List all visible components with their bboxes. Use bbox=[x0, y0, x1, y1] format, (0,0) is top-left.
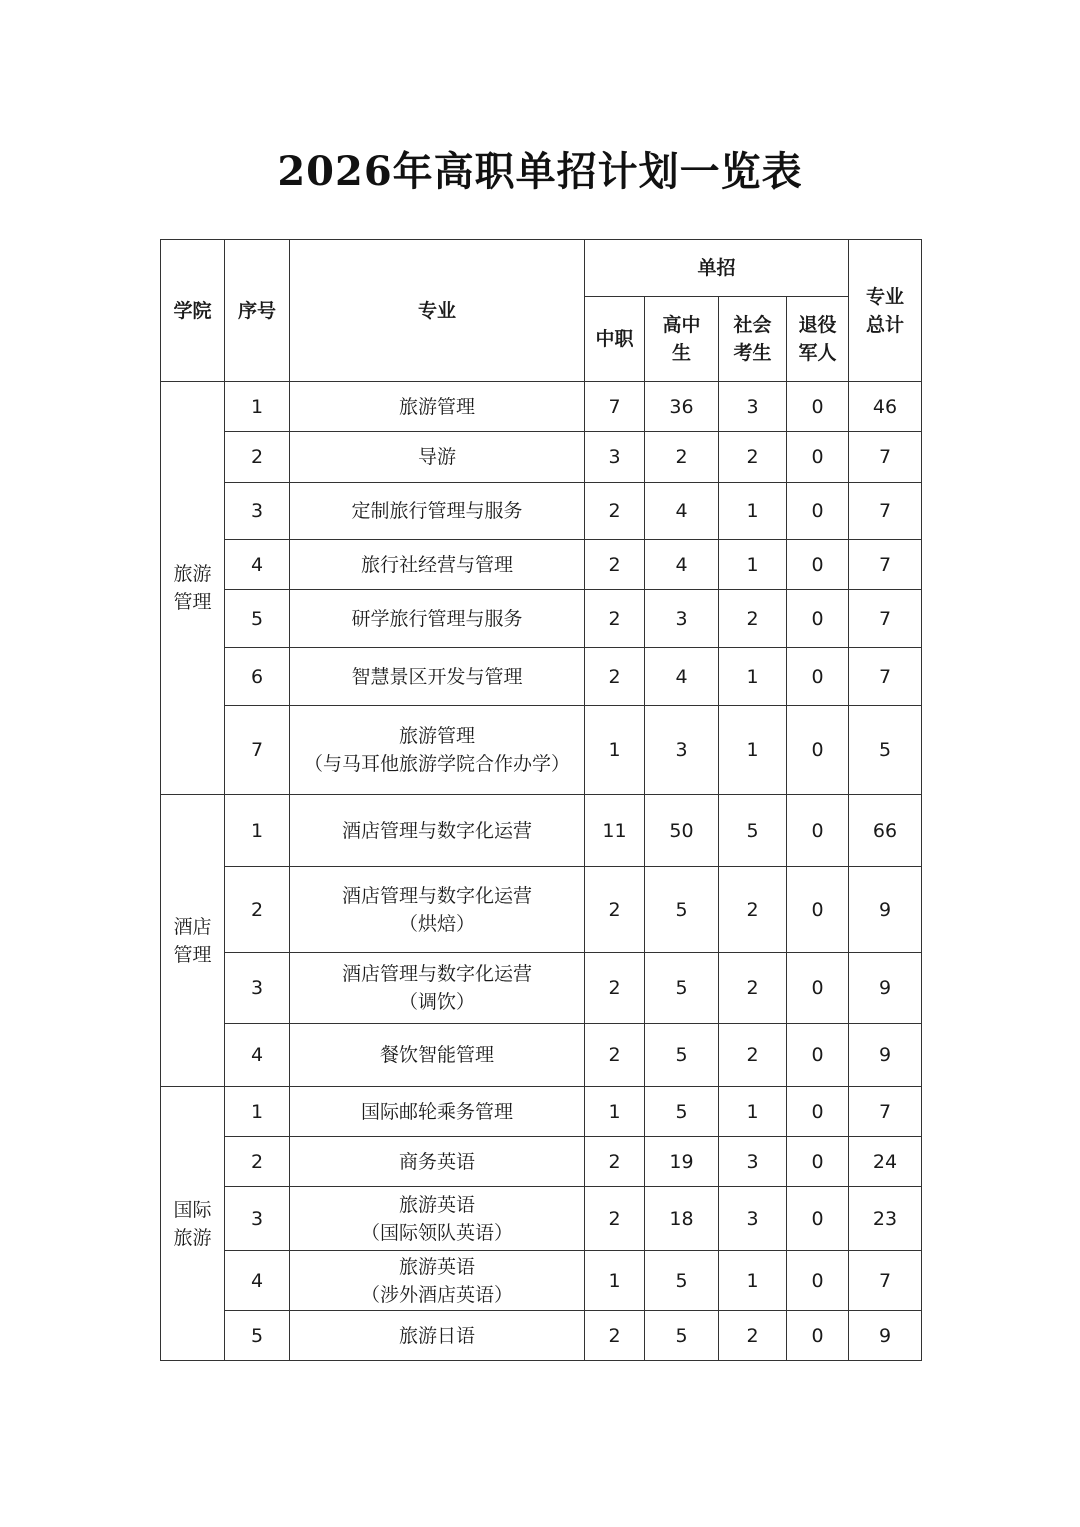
major-cell: 定制旅行管理与服务 bbox=[290, 483, 585, 540]
table-body bbox=[161, 382, 922, 1361]
major-cell: 餐饮智能管理 bbox=[290, 1024, 585, 1087]
total-cell: 9 bbox=[849, 867, 922, 953]
table-row bbox=[161, 1087, 922, 1137]
tuiyi-cell: 0 bbox=[787, 540, 849, 590]
major-cell: 国际邮轮乘务管理 bbox=[290, 1087, 585, 1137]
major-cell: 智慧景区开发与管理 bbox=[290, 648, 585, 706]
major-cell: 商务英语 bbox=[290, 1137, 585, 1187]
gaozhong-cell: 18 bbox=[645, 1187, 719, 1251]
major-cell: 酒店管理与数字化运营 （烘焙） bbox=[290, 867, 585, 953]
total-cell: 9 bbox=[849, 1311, 922, 1361]
zhongzhi-cell: 2 bbox=[585, 1311, 645, 1361]
major-cell: 旅行社经营与管理 bbox=[290, 540, 585, 590]
total-cell: 9 bbox=[849, 1024, 922, 1087]
gaozhong-cell: 36 bbox=[645, 382, 719, 432]
admission-plan-table bbox=[160, 239, 922, 1361]
college-cell: 旅游 管理 bbox=[161, 382, 225, 795]
header-admission: 单招 bbox=[585, 240, 849, 297]
header-seq: 序号 bbox=[225, 240, 290, 382]
seq-cell: 5 bbox=[225, 590, 290, 648]
gaozhong-cell: 5 bbox=[645, 1311, 719, 1361]
tuiyi-cell: 0 bbox=[787, 1187, 849, 1251]
major-cell: 旅游管理 bbox=[290, 382, 585, 432]
gaozhong-cell: 4 bbox=[645, 648, 719, 706]
seq-cell: 1 bbox=[225, 382, 290, 432]
seq-cell: 2 bbox=[225, 867, 290, 953]
shehui-cell: 2 bbox=[719, 1024, 787, 1087]
seq-cell: 4 bbox=[225, 540, 290, 590]
gaozhong-cell: 5 bbox=[645, 1251, 719, 1311]
table-row bbox=[161, 1311, 922, 1361]
gaozhong-cell: 5 bbox=[645, 867, 719, 953]
table-row bbox=[161, 590, 922, 648]
gaozhong-cell: 5 bbox=[645, 1087, 719, 1137]
shehui-cell: 2 bbox=[719, 953, 787, 1024]
major-cell: 研学旅行管理与服务 bbox=[290, 590, 585, 648]
table-row bbox=[161, 706, 922, 795]
shehui-cell: 1 bbox=[719, 540, 787, 590]
zhongzhi-cell: 2 bbox=[585, 483, 645, 540]
gaozhong-cell: 3 bbox=[645, 590, 719, 648]
header-shehui: 社会 考生 bbox=[719, 297, 787, 382]
zhongzhi-cell: 2 bbox=[585, 648, 645, 706]
college-cell: 酒店 管理 bbox=[161, 795, 225, 1087]
table-row bbox=[161, 1187, 922, 1251]
table-row bbox=[161, 648, 922, 706]
shehui-cell: 1 bbox=[719, 1087, 787, 1137]
seq-cell: 1 bbox=[225, 1087, 290, 1137]
header-total: 专业 总计 bbox=[849, 240, 922, 382]
total-cell: 23 bbox=[849, 1187, 922, 1251]
tuiyi-cell: 0 bbox=[787, 382, 849, 432]
zhongzhi-cell: 2 bbox=[585, 867, 645, 953]
shehui-cell: 3 bbox=[719, 1187, 787, 1251]
total-cell: 7 bbox=[849, 540, 922, 590]
shehui-cell: 3 bbox=[719, 1137, 787, 1187]
shehui-cell: 1 bbox=[719, 1251, 787, 1311]
tuiyi-cell: 0 bbox=[787, 1024, 849, 1087]
gaozhong-cell: 2 bbox=[645, 432, 719, 483]
total-cell: 7 bbox=[849, 1251, 922, 1311]
tuiyi-cell: 0 bbox=[787, 1087, 849, 1137]
zhongzhi-cell: 1 bbox=[585, 706, 645, 795]
seq-cell: 7 bbox=[225, 706, 290, 795]
seq-cell: 3 bbox=[225, 1187, 290, 1251]
major-cell: 旅游管理 （与马耳他旅游学院合作办学） bbox=[290, 706, 585, 795]
zhongzhi-cell: 2 bbox=[585, 1187, 645, 1251]
total-cell: 24 bbox=[849, 1137, 922, 1187]
header-college: 学院 bbox=[161, 240, 225, 382]
shehui-cell: 2 bbox=[719, 1311, 787, 1361]
tuiyi-cell: 0 bbox=[787, 867, 849, 953]
tuiyi-cell: 0 bbox=[787, 648, 849, 706]
seq-cell: 4 bbox=[225, 1024, 290, 1087]
seq-cell: 1 bbox=[225, 795, 290, 867]
shehui-cell: 2 bbox=[719, 590, 787, 648]
gaozhong-cell: 5 bbox=[645, 953, 719, 1024]
zhongzhi-cell: 2 bbox=[585, 1024, 645, 1087]
major-cell: 旅游英语 （国际领队英语） bbox=[290, 1187, 585, 1251]
table-row bbox=[161, 483, 922, 540]
total-cell: 5 bbox=[849, 706, 922, 795]
seq-cell: 4 bbox=[225, 1251, 290, 1311]
table-row bbox=[161, 1137, 922, 1187]
shehui-cell: 1 bbox=[719, 706, 787, 795]
header-zhongzhi: 中职 bbox=[585, 297, 645, 382]
seq-cell: 3 bbox=[225, 953, 290, 1024]
seq-cell: 5 bbox=[225, 1311, 290, 1361]
zhongzhi-cell: 3 bbox=[585, 432, 645, 483]
major-cell: 旅游日语 bbox=[290, 1311, 585, 1361]
seq-cell: 3 bbox=[225, 483, 290, 540]
shehui-cell: 3 bbox=[719, 382, 787, 432]
header-major: 专业 bbox=[290, 240, 585, 382]
table-row bbox=[161, 1251, 922, 1311]
zhongzhi-cell: 2 bbox=[585, 953, 645, 1024]
shehui-cell: 1 bbox=[719, 483, 787, 540]
major-cell: 酒店管理与数字化运营 （调饮） bbox=[290, 953, 585, 1024]
tuiyi-cell: 0 bbox=[787, 483, 849, 540]
table-row bbox=[161, 795, 922, 867]
zhongzhi-cell: 2 bbox=[585, 540, 645, 590]
tuiyi-cell: 0 bbox=[787, 1251, 849, 1311]
tuiyi-cell: 0 bbox=[787, 706, 849, 795]
total-cell: 7 bbox=[849, 590, 922, 648]
zhongzhi-cell: 7 bbox=[585, 382, 645, 432]
shehui-cell: 1 bbox=[719, 648, 787, 706]
total-cell: 66 bbox=[849, 795, 922, 867]
table-row bbox=[161, 1024, 922, 1087]
shehui-cell: 2 bbox=[719, 432, 787, 483]
major-cell: 导游 bbox=[290, 432, 585, 483]
tuiyi-cell: 0 bbox=[787, 795, 849, 867]
zhongzhi-cell: 1 bbox=[585, 1087, 645, 1137]
gaozhong-cell: 50 bbox=[645, 795, 719, 867]
gaozhong-cell: 4 bbox=[645, 540, 719, 590]
total-cell: 46 bbox=[849, 382, 922, 432]
gaozhong-cell: 4 bbox=[645, 483, 719, 540]
total-cell: 9 bbox=[849, 953, 922, 1024]
total-cell: 7 bbox=[849, 648, 922, 706]
table-row bbox=[161, 867, 922, 953]
college-cell: 国际 旅游 bbox=[161, 1087, 225, 1361]
major-cell: 酒店管理与数字化运营 bbox=[290, 795, 585, 867]
tuiyi-cell: 0 bbox=[787, 1311, 849, 1361]
table-row bbox=[161, 382, 922, 432]
zhongzhi-cell: 2 bbox=[585, 1137, 645, 1187]
total-cell: 7 bbox=[849, 1087, 922, 1137]
tuiyi-cell: 0 bbox=[787, 432, 849, 483]
zhongzhi-cell: 2 bbox=[585, 590, 645, 648]
header-gaozhong: 高中 生 bbox=[645, 297, 719, 382]
seq-cell: 2 bbox=[225, 1137, 290, 1187]
seq-cell: 6 bbox=[225, 648, 290, 706]
shehui-cell: 2 bbox=[719, 867, 787, 953]
gaozhong-cell: 5 bbox=[645, 1024, 719, 1087]
table-row bbox=[161, 953, 922, 1024]
total-cell: 7 bbox=[849, 483, 922, 540]
zhongzhi-cell: 11 bbox=[585, 795, 645, 867]
table-header bbox=[161, 240, 922, 382]
header-tuiyi: 退役 军人 bbox=[787, 297, 849, 382]
gaozhong-cell: 3 bbox=[645, 706, 719, 795]
gaozhong-cell: 19 bbox=[645, 1137, 719, 1187]
shehui-cell: 5 bbox=[719, 795, 787, 867]
tuiyi-cell: 0 bbox=[787, 1137, 849, 1187]
zhongzhi-cell: 1 bbox=[585, 1251, 645, 1311]
page-title: 2026年高职单招计划一览表 bbox=[277, 148, 803, 195]
seq-cell: 2 bbox=[225, 432, 290, 483]
total-cell: 7 bbox=[849, 432, 922, 483]
tuiyi-cell: 0 bbox=[787, 590, 849, 648]
table-row bbox=[161, 540, 922, 590]
tuiyi-cell: 0 bbox=[787, 953, 849, 1024]
major-cell: 旅游英语 （涉外酒店英语） bbox=[290, 1251, 585, 1311]
table-row bbox=[161, 432, 922, 483]
